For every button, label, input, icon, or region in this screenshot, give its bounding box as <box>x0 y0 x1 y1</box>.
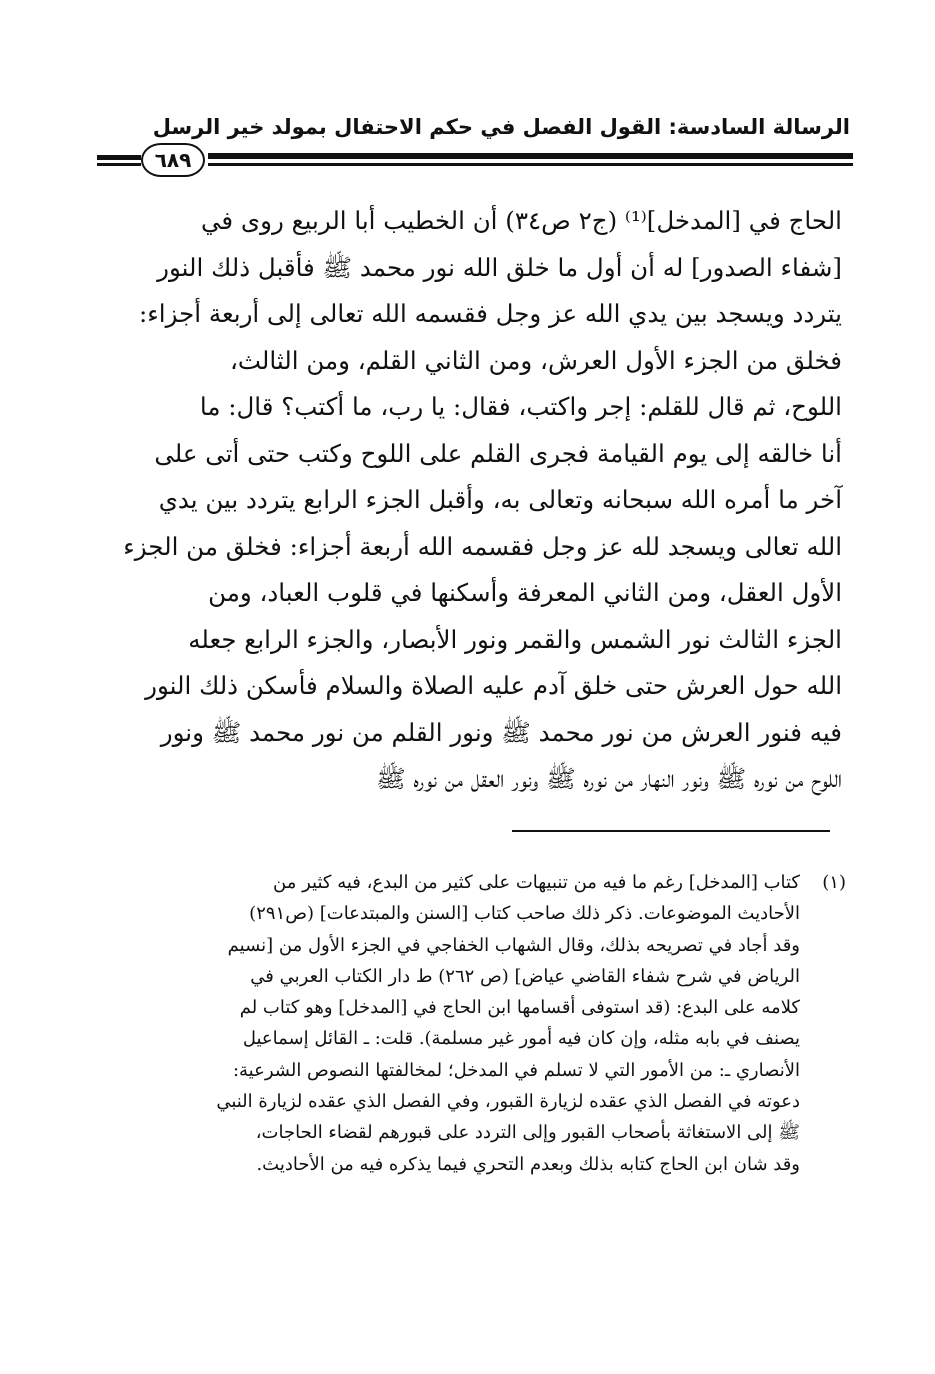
running-header-title: الرسالة السادسة: القول الفصل في حكم الاحتفال بمولد خير الرسل <box>152 115 850 139</box>
header-rule-left <box>97 155 141 169</box>
footnote-line: يصنف في بابه مثله، وإن كان فيه أمور غير مسلمة). قلت: ـ القائل إسماعيل <box>242 1028 800 1050</box>
text-line: اللوح، ثم قال للقلم: إجر واكتب، فقال: يا رب، ما أكتب؟ قال: ما <box>199 392 842 421</box>
text-line: [شفاء الصدور] له أن أول ما خلق الله نور محمد ﷺ فأقبل ذلك النور <box>157 252 842 282</box>
footnote-line: كتاب [المدخل] رغم ما فيه من تنبيهات على كثير من البدع، فيه كثير من <box>273 872 800 893</box>
header-rule-right <box>208 153 853 169</box>
footnote-line: دعوته في الفصل الذي عقده لزيارة القبور، وفي الفصل الذي عقده لزيارة النبي <box>216 1091 800 1113</box>
footnote-separator <box>512 830 830 832</box>
footnote-line: الأحاديث الموضوعات. ذكر ذلك صاحب كتاب [السنن والمبتدعات] (ص٢٩١) <box>249 903 800 925</box>
footnote-marker: (١) <box>822 872 846 893</box>
footnote-line: وقد أجاد في تصريحه بذلك، وقال الشهاب الخفاجي في الجزء الأول من [نسيم <box>227 934 800 956</box>
text-line: الجزء الثالث نور الشمس والقمر ونور الأبصار، والجزء الرابع جعله <box>188 624 842 654</box>
text-line: آخر ما أمره الله سبحانه وتعالى به، وأقبل الجزء الرابع يتردد بين يدي <box>158 485 842 514</box>
text-line: فخلق من الجزء الأول العرش، ومن الثاني القلم، ومن الثالث، <box>229 345 842 375</box>
footnote-line: كلامه على البدع: (قد استوفى أقسامها ابن الحاج في [المدخل] وهو كتاب لم <box>239 997 800 1019</box>
footnote-line: ﷺ إلى الاستغاثة بأصحاب القبور وإلى التردد على قبورهم لقضاء الحاجات، <box>255 1122 800 1144</box>
text-line: فيه فنور العرش من نور محمد ﷺ ونور القلم من نور محمد ﷺ ونور <box>160 717 842 747</box>
main-text <box>96 198 842 803</box>
text-line: الله حول العرش حتى خلق آدم عليه الصلاة والسلام فأسكن ذلك النور <box>145 671 842 700</box>
text-line: يتردد ويسجد بين يدي الله عز وجل فقسمه الله تعالى إلى أربعة أجزاء: <box>138 299 842 328</box>
page-number: ٦٨٩ <box>141 143 205 177</box>
text-line: الحاج في [المدخل]⁽¹⁾ (ج٢ ص٣٤) أن الخطيب أبا الربيع روى في <box>201 206 842 235</box>
text-line: الأول العقل، ومن الثاني المعرفة وأسكنها في قلوب العباد، ومن <box>208 578 842 607</box>
footnote-text <box>100 867 800 1180</box>
text-line: أنا خالقه إلى يوم القيامة فجرى القلم على اللوح وكتب حتى أتى على <box>154 438 842 468</box>
footnote-line: الأنصاري ـ: من الأمور التي لا تسلم في المدخل؛ لمخالفتها النصوص الشرعية: <box>232 1059 800 1081</box>
text-line: الله تعالى ويسجد لله عز وجل فقسمه الله أربعة أجزاء: فخلق من الجزء <box>123 531 842 561</box>
footnote-line: الرياض في شرح شفاء القاضي عياض] (ص ٢٦٢) ط دار الكتاب العربي في <box>250 965 800 987</box>
footnote-line: وقد شان ابن الحاج كتابه بذلك وبعدم التحري فيما يذكره فيه من الأحاديث. <box>256 1153 800 1175</box>
text-line: اللوح من نوره ﷺ ونور النهار من نوره ﷺ ونور العقل من نوره ﷺ <box>376 764 842 793</box>
